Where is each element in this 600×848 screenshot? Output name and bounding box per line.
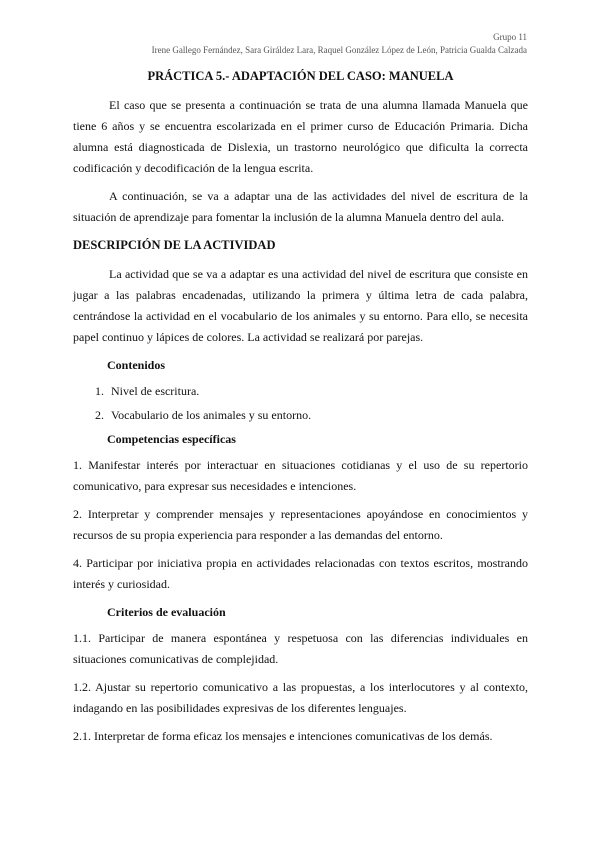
contenidos-heading: Contenidos (107, 358, 166, 372)
criterio-item: 1.2. Ajustar su repertorio comunicativo a las propuestas, a los interlocutores y al contexto, indagando en las posibilidades expresivas de los diferentes lenguajes. (73, 680, 528, 715)
intro-paragraph-1: El caso que se presenta a continuación se trata de una alumna llamada Manuela que tiene 6 años y se encuentra escolarizada en el primer curso de Educación Primaria. Dicha alumna está diagnosticada de Dislexia, un trastorno neurológico que dificulta la correcta codificación y decodificación de la lengua escrita. (73, 98, 528, 175)
authors-line: Irene Gallego Fernández, Sara Giráldez Lara, Raquel González López de León, Patricia Gualda Calzada (151, 45, 527, 55)
contenidos-list (73, 381, 528, 426)
list-item: 1. Nivel de escritura. (107, 381, 528, 402)
list-item: 2. Vocabulario de los animales y su entorno. (107, 405, 528, 426)
competencias-heading: Competencias específicas (107, 432, 236, 446)
criterio-item: 2.1. Interpretar de forma eficaz los mensajes e intenciones comunicativas de los demás. (73, 729, 493, 743)
page-header (152, 31, 527, 57)
activity-description: La actividad que se va a adaptar es una actividad del nivel de escritura que consiste en jugar a las palabras encadenadas, utilizando la primera y última letra de cada palabra, centrándose la actividad en el vocabulario de los animales y su entorno. Para ello, se necesita papel continuo y lápices de colores. La actividad se realizará por parejas. (73, 267, 528, 344)
criterio-item: 1.1. Participar de manera espontánea y respetuosa con las diferencias individuales en situaciones comunicativas de complejidad. (73, 631, 528, 666)
document-body (73, 66, 528, 754)
document-title: PRÁCTICA 5.- ADAPTACIÓN DEL CASO: MANUELA (147, 69, 454, 83)
section-heading: DESCRIPCIÓN DE LA ACTIVIDAD (73, 238, 276, 252)
competencia-item: 2. Interpretar y comprender mensajes y representaciones apoyándose en conocimientos y recursos de su propia experiencia para responder a las demandas del entorno. (73, 507, 528, 542)
criterios-heading: Criterios de evaluación (107, 605, 226, 619)
intro-paragraph-2: A continuación, se va a adaptar una de las actividades del nivel de escritura de la situación de aprendizaje para fomentar la inclusión de la alumna Manuela dentro del aula. (73, 189, 528, 224)
competencia-item: 4. Participar por iniciativa propia en actividades relacionadas con textos escritos, mostrando interés y curiosidad. (73, 556, 528, 591)
group-label: Grupo 11 (493, 32, 527, 42)
competencia-item: 1. Manifestar interés por interactuar en situaciones cotidianas y el uso de su repertorio comunicativo, para expresar sus necesidades e intenciones. (73, 458, 528, 493)
